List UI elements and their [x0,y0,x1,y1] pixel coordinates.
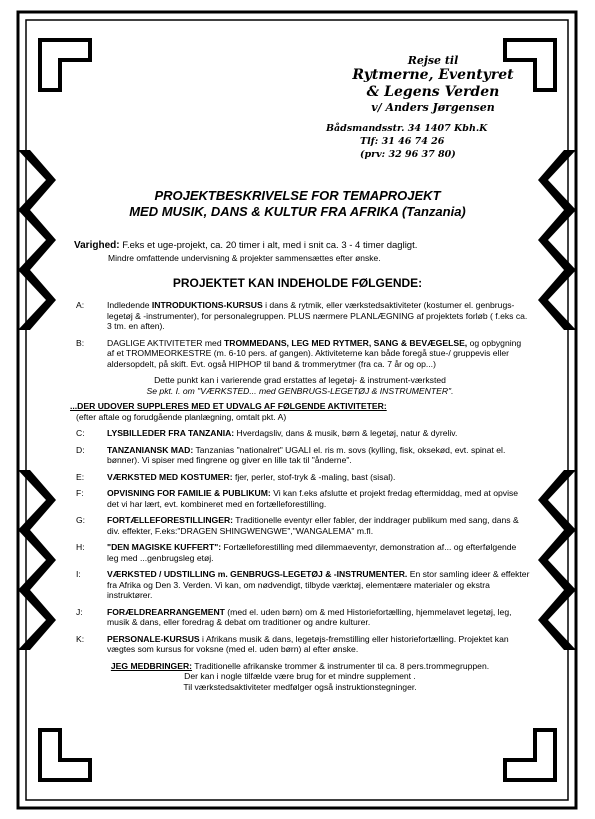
item-text: fjer, perler, stof-tryk & -maling, bast (sisal). [232,471,396,482]
note-line1: Dette punkt kan i varierende grad erstattes af legetøj- & instrument-værksted [154,375,446,385]
list-item [70,445,530,466]
extra-sub: (efter aftale og forudgående planlægning, omtalt pkt. A) [76,411,287,422]
header-block [333,54,533,114]
items-list [70,300,530,692]
header-line3: & Legens Verden [366,84,500,100]
list-item [70,515,530,536]
extra-block [70,401,530,422]
item-bold: PERSONALE-KURSUS [107,633,200,644]
item-text: Fortælleforestilling med dilemmaeventyr, demonstration af... og efterfølgende leg med ...genbrugsleg etøj. [107,542,517,563]
item-letter: F: [76,488,84,498]
list-item [70,338,530,370]
list-item [70,634,530,655]
item-text: Hverdagsliv, dans & musik, børn & legetøj, natur & dyreliv. [234,428,458,438]
extra-heading: ...DER UDOVER SUPPLERES MED ET UDVALG AF FØLGENDE AKTIVITETER: [70,401,387,411]
item-letter: G: [76,515,86,525]
item-bold: TROMMEDANS, LEG MED RYTMER, SANG & BEVÆGELSE, [224,337,468,348]
list-item [70,472,530,483]
address-block [326,122,487,161]
item-pre: DAGLIGE AKTIVITETER med [107,337,225,348]
header-line4: v/ Anders Jørgensen [371,101,495,114]
duration-label: Varighed: [74,240,120,251]
duration-block [74,240,534,264]
item-letter: K: [76,633,85,644]
item-letter: E: [76,471,85,482]
footer-block [70,661,530,693]
item-text: Tanzanias "nationalret" UGALI el. ris m. sovs (kylling, fisk, oksekød, evt. spinat el. bønner). Vi spiser med fingrene og giver en lille tak til "ånderne". [107,444,506,465]
footer-line2: Der kan i nogle tilfælde være brug for et mindre supplement . [184,671,416,681]
item-letter: D: [76,444,85,455]
item-text: i dans & rytmik, eller værkstedsaktiviteter (kostumer el. genbrugs-legetøj & -instrumenter), for personalegruppen. PLUS nærmere PLANLÆGNING af projektets forløb ( f.eks ca. 3 tm. en aften). [107,300,528,331]
page-title [0,188,595,220]
item-letter: I: [76,569,81,579]
item-bold: TANZANIANSK MAD: [107,444,194,455]
list-item [70,488,530,509]
item-bold: FORTÆLLEFORESTILLINGER: [107,515,234,525]
item-letter: B: [76,337,85,348]
list-item [70,607,530,628]
footer-text: Traditionelle afrikanske trommer & instrumenter til ca. 8 pers.trommegruppen. [192,660,490,671]
address-street: Bådsmandsstr. 34 1407 Kbh.K [326,123,488,134]
list-item [70,542,530,563]
item-letter: C: [76,428,85,438]
item-bold: FORÆLDREARRANGEMENT [107,606,225,617]
item-pre: Indledende [107,300,152,310]
item-letter: J: [76,606,83,617]
item-text: Vi kan f.eks afslutte et projekt fredag eftermiddag, med at opvise det vi har lært, evt. kombineret med en fortælleforestilling. [107,488,519,509]
list-item [70,428,530,439]
footer-line3: Til værkstedsaktiviteter medfølger også instruktionstegninger. [183,681,417,692]
item-text: i Afrikans musik & dans, legetøjs-fremstilling eller historiefortælling. Projektet kan vægtes som kursus for voksne (med el. uden børn) al efter ønske. [107,633,509,654]
item-letter: H: [76,542,85,552]
note-line2: Se pkt. I. om "VÆRKSTED... med GENBRUGS-LEGETØJ & INSTRUMENTER". [146,385,454,396]
item-bold: "DEN MAGISKE KUFFERT": [107,542,222,552]
item-text: Traditionelle eventyr eller fabler, der inddrager publikum med sang, dans & div. effekter, F.eks:"DRAGEN SHINGWENGWE","WANGALEMA" m.fl. [107,515,519,536]
section-title: PROJEKTET KAN INDEHOLDE FØLGENDE: [172,276,423,290]
address-prv: (prv: 32 96 37 80) [360,149,456,160]
header-line1: Rejse til [407,54,459,67]
note-block [70,375,530,396]
duration-sub: Mindre omfattende undervisning & projekter sammensættes efter ønske. [108,253,381,263]
list-item [70,569,530,601]
item-letter: A: [76,300,85,310]
address-phone: Tlf: 31 46 74 26 [360,136,445,147]
footer-bold: JEG MEDBRINGER: [110,660,193,671]
item-bold: LYSBILLEDER FRA TANZANIA: [107,428,235,438]
duration-text: F.eks et uge-projekt, ca. 20 timer i alt, med i snit ca. 3 - 4 timer dagligt. [122,240,418,251]
title-line1: PROJEKTBESKRIVELSE FOR TEMAPROJEKT [154,188,441,203]
item-text: (med el. uden børn) om & med Historiefortælling, hjemmelavet legetøj, leg, musik & dans, eller foredrag & debat om traditioner og andre kulturer. [107,606,512,627]
item-text: En stor samling ideer & effekter fra Afrika og Den 3. Verden. Vi kan, om nødvendigt, tilbyde værktøj, elementære materialer og ekstra instruktører. [107,569,530,600]
title-line2: MED MUSIK, DANS & KULTUR FRA AFRIKA (Tanzania) [129,204,466,219]
item-bold: VÆRKSTED / UDSTILLING m. GENBRUGS-LEGETØJ & -INSTRUMENTER. [107,569,408,579]
item-bold: VÆRKSTED MED KOSTUMER: [107,471,233,482]
header-line2: Rytmerne, Eventyret [352,67,514,83]
item-text: og opbygning af et TROMMEORKESTRE (m. 6-10 pers. af gangen). Aktiviteterne kan både foregå stue-/ gruppevis eller aldersopdelt, på skift. Evt. også HIPHOP til band & trommerytmer (fra ca. 7 år og op...) [107,337,522,369]
item-bold: OPVISNING FOR FAMILIE & PUBLIKUM: [107,488,271,498]
item-bold: INTRODUKTIONS-KURSUS [151,300,263,310]
list-item [70,300,530,332]
